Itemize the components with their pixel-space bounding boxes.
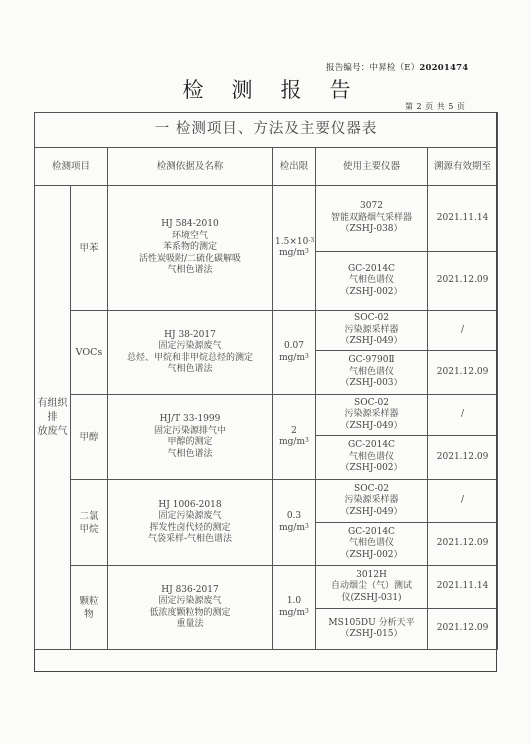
table-row <box>35 186 498 252</box>
col-header-basis: 检测依据及名称 <box>108 148 273 186</box>
instrument-cell: SOC-02 污染源采样器 （ZSHJ-049） <box>316 395 428 436</box>
item-cell: 二氯 甲烷 <box>71 480 108 566</box>
item-cell: 甲苯 <box>71 186 108 311</box>
detection-limit-cell <box>273 480 316 566</box>
col-header-instrument: 使用主要仪器 <box>316 148 428 186</box>
valid-until-cell: 2021.12.09 <box>428 436 498 480</box>
valid-until-cell: 2021.12.09 <box>428 351 498 395</box>
method-basis-cell: HJ 1006-2018 固定污染源废气 挥发性卤代烃的测定 气袋采样-气相色谱法 <box>108 480 273 566</box>
document-title: 检测报告 <box>182 78 379 102</box>
instrument-cell: MS105DU 分析天平 （ZSHJ-015） <box>316 609 428 650</box>
instrument-cell: 3012H 自动烟尘（气）测试 仪(ZSHJ-031) <box>316 566 428 609</box>
limit-value: 0.3 <box>286 511 302 521</box>
limit-unit-exponent: 3 <box>305 437 309 444</box>
report-number-value: 20201474 <box>419 63 469 73</box>
col-header-limit: 检出限 <box>273 148 316 186</box>
limit-unit-exponent: 3 <box>305 352 309 360</box>
valid-until-cell: / <box>428 395 498 436</box>
valid-until-cell: / <box>428 480 498 523</box>
table-row <box>35 395 498 436</box>
limit-unit: mg/m <box>279 248 306 258</box>
category-cell: 有组织 排 放废气 <box>35 186 71 650</box>
instrument-cell: GC-2014C 气相色谱仪 （ZSHJ-002） <box>316 252 428 311</box>
limit-unit: mg/m <box>279 522 306 533</box>
limit-value: 2 <box>291 425 297 436</box>
limit-value: 1.5×10 <box>275 236 309 247</box>
detection-limit-cell <box>273 566 316 650</box>
valid-until-cell: 2021.12.09 <box>428 609 498 650</box>
report-number <box>326 61 468 73</box>
method-basis-cell: HJ/T 33-1999 固定污染源排气中 甲醇的测定 气相色谱法 <box>108 395 273 480</box>
instrument-cell: SOC-02 污染源采样器 （ZSHJ-049） <box>316 311 428 351</box>
item-cell: 甲醇 <box>71 395 108 480</box>
instrument-cell: GC-9790Ⅱ 气相色谱仪 （ZSHJ-003） <box>316 351 428 395</box>
detection-limit-cell <box>273 311 316 395</box>
item-cell: VOCs <box>71 311 108 395</box>
instrument-cell: 3072 智能双路烟气采样器 （ZSHJ-038） <box>316 186 428 252</box>
item-cell: 颗粒 物 <box>71 566 108 650</box>
report-number-label: 报告编号：中昇检（E） <box>326 63 420 73</box>
table-row <box>35 566 498 609</box>
limit-value: 0.07 <box>283 341 305 351</box>
method-basis-cell: HJ 38-2017 固定污染源废气 总烃、甲烷和非甲烷总烃的测定 气相色谱法 <box>108 311 273 395</box>
instrument-cell: GC-2014C 气相色谱仪 （ZSHJ-002） <box>316 436 428 480</box>
limit-unit: mg/m <box>279 437 306 447</box>
detection-limit-cell <box>273 186 316 311</box>
limit-exponent: -3 <box>308 236 315 244</box>
valid-until-cell: 2021.11.14 <box>428 566 498 609</box>
valid-until-cell: 2021.12.09 <box>428 252 498 311</box>
valid-until-cell: 2021.11.14 <box>428 186 498 252</box>
col-header-valid-until: 溯源有效期至 <box>428 148 498 186</box>
method-basis-cell: HJ 836-2017 固定污染源废气 低浓度颗粒物的测定 重量法 <box>108 566 273 650</box>
col-header-item: 检测项目 <box>35 148 108 186</box>
limit-value: 1.0 <box>286 596 302 606</box>
page-info: 第 2 页 共 5 页 <box>405 102 466 111</box>
instrument-cell: SOC-02 污染源采样器 （ZSHJ-049） <box>316 480 428 523</box>
valid-until-cell: / <box>428 311 498 351</box>
limit-unit: mg/m <box>279 607 306 618</box>
instrument-cell: GC-2014C 气相色谱仪 （ZSHJ-002） <box>316 523 428 566</box>
limit-unit-exponent: 3 <box>305 607 309 615</box>
table-row <box>35 480 498 523</box>
detection-limit-cell <box>273 395 316 480</box>
limit-unit-exponent: 3 <box>305 248 309 255</box>
method-basis-cell: HJ 584-2010 环境空气 苯系物的测定 活性炭吸附/二硫化碳解吸 气相色谱法 <box>108 186 273 311</box>
limit-unit-exponent: 3 <box>305 522 309 530</box>
limit-unit: mg/m <box>279 352 306 363</box>
table-row <box>35 311 498 351</box>
valid-until-cell: 2021.12.09 <box>428 523 498 566</box>
methods-table <box>34 112 498 650</box>
section-title: 一 检测项目、方法及主要仪器表 <box>35 113 498 148</box>
